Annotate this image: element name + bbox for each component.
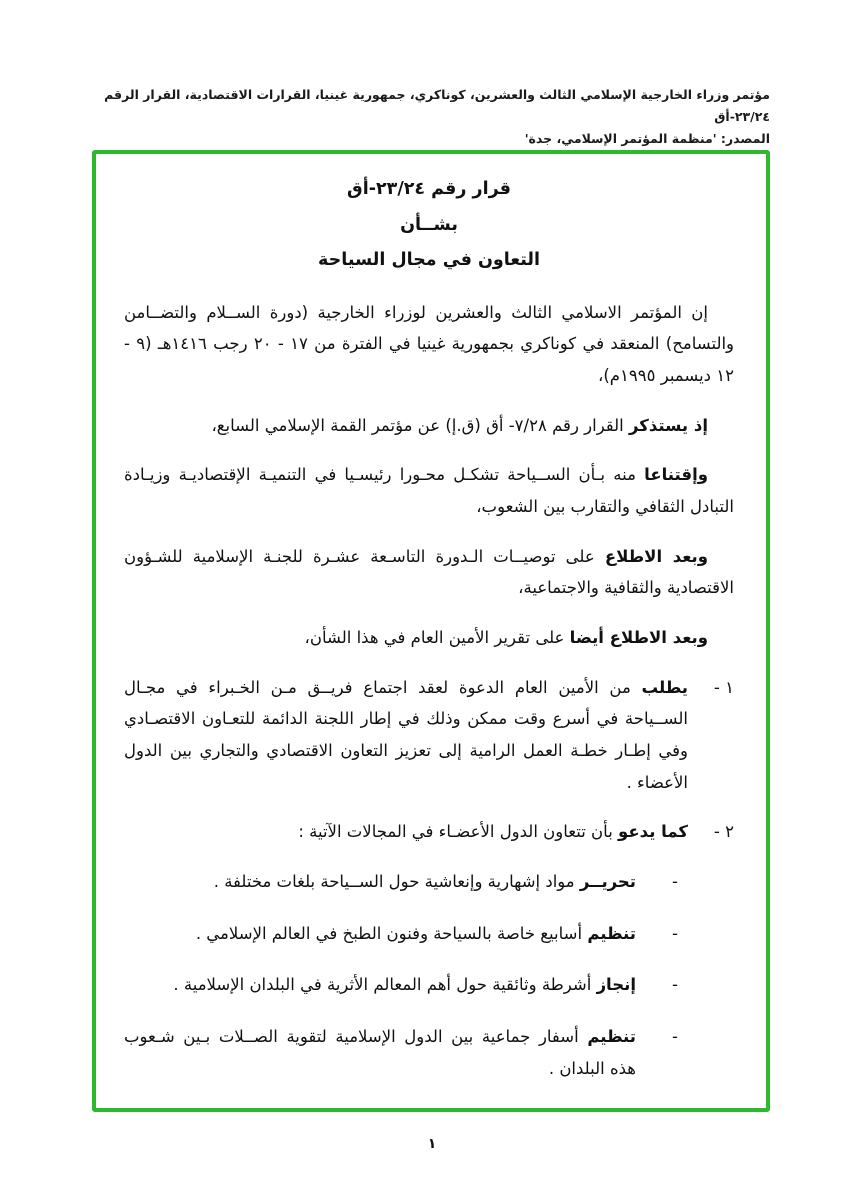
paragraph-text: أشرطة وثائقية حول أهم المعالم الأثرية في البلدان الإسلامية . (173, 975, 597, 995)
paragraph-lead: وإقتناعا (644, 465, 708, 485)
resolution-number-title: قرار رقم ٢٣/٢٤-أق (347, 179, 511, 199)
preamble-paragraph (124, 622, 734, 654)
header-source-line: المصدر: 'منظمة المؤتمر الإسلامي، جدة' (524, 130, 770, 146)
paragraph-lead: يطلب (641, 677, 688, 697)
paragraph-lead: إنجاز (596, 975, 636, 995)
paragraph-lead: وبعد الاطلاع (604, 546, 708, 566)
paragraph-lead: تنظيم (587, 923, 636, 943)
paragraph-text: على تقرير الأمين العام في هذا الشأن، (304, 627, 570, 647)
preamble-paragraph (124, 459, 734, 522)
resolution-frame (92, 150, 770, 1112)
item-paragraph (124, 672, 688, 799)
sub-item (124, 918, 678, 950)
paragraph-text: على توصيــات الـدورة التاسـعة عشـرة للجنـة الإسلامية للشـؤون الاقتصادية والثقافية والاجتماعية، (124, 546, 734, 598)
sub-item-paragraph (124, 969, 636, 1001)
resolution-regarding-word: بشــأن (400, 214, 458, 235)
paragraph-text: القرار رقم ٧/٢٨- أق (ق.إ) عن مؤتمر القمة الإسلامي السابع، (211, 415, 630, 435)
sub-item-paragraph (124, 1021, 636, 1084)
paragraph-lead: تحريــر (579, 871, 636, 891)
item-number: ١ - (713, 677, 734, 697)
document-header (92, 84, 770, 150)
operative-item (124, 816, 734, 848)
paragraph-text: إن المؤتمر الاسلامي الثالث والعشرين لوزراء الخارجية (دورة الســلام والتضــامن والتسامح) المنعقد في كوناكري بجمهورية غينيا في الفترة من ١٧ - ٢٠ رجب ١٤١٦هـ (٩ - ١٢ ديسمبر ١٩٩٥م)، (124, 302, 735, 385)
paragraph-lead: وبعد الاطلاع أيضا (569, 627, 708, 647)
preamble-paragraph (124, 297, 734, 392)
preamble-paragraph (124, 410, 734, 442)
paragraph-text: من الأمين العام الدعوة لعقد اجتماع فريــق مـن الخـبراء في مجـال الســياحة في أسرع وقت ممكن وذلك في إطار اللجنة الدائمة للتعـاون الاقتصـادي وفي إطـار خطـة العمل الرامية إلى تعزيز التعاون الاقتصادي والتجاري بين الدول الأعضاء . (124, 677, 688, 792)
sub-item (124, 969, 678, 1001)
sub-item-paragraph (124, 918, 636, 950)
item-dash: - (672, 975, 678, 995)
paragraph-lead: كما يدعو (618, 822, 688, 842)
page-number: ١ (427, 1136, 437, 1152)
item-paragraph (124, 816, 688, 848)
operative-item (124, 672, 734, 799)
sub-item (124, 1021, 678, 1084)
paragraph-lead: تنظيم (587, 1026, 636, 1046)
paragraph-text: بأن تتعاون الدول الأعضـاء في المجالات الآتية : (298, 822, 619, 842)
item-number: ٢ - (713, 822, 734, 842)
sub-item (124, 866, 678, 898)
item-dash: - (672, 923, 678, 943)
item-dash: - (672, 1026, 678, 1046)
paragraph-text: منه بـأن الســياحة تشكـل محـورا رئيسـيا في التنميـة الإقتصاديـة وزيـادة التبادل الثقافي والتقارب بين الشعوب، (124, 465, 734, 516)
paragraph-text: أسفار جماعية بين الدول الإسلامية لتقوية الصــلات بـين شـعوب هذه البلدان . (124, 1026, 636, 1078)
paragraph-lead: إذ يستذكر (629, 415, 708, 435)
preamble-paragraph (124, 541, 734, 604)
resolution-subject-title: التعاون في مجال السياحة (318, 250, 540, 270)
paragraph-text: مواد إشهارية وإنعاشية حول الســياحة بلغات مختلفة . (213, 871, 580, 891)
paragraph-text: أسابيع خاصة بالسياحة وفنون الطبخ في العالم الإسلامي . (195, 923, 588, 943)
sub-item-paragraph (124, 866, 636, 898)
header-citation-line: مؤتمر وزراء الخارجية الإسلامي الثالث والعشرين، كوناكري، جمهورية غينيا، القرارات الاقتصادية، القرار الرقم ٢٣/٢٤-أق (104, 87, 770, 124)
item-dash: - (672, 871, 678, 891)
